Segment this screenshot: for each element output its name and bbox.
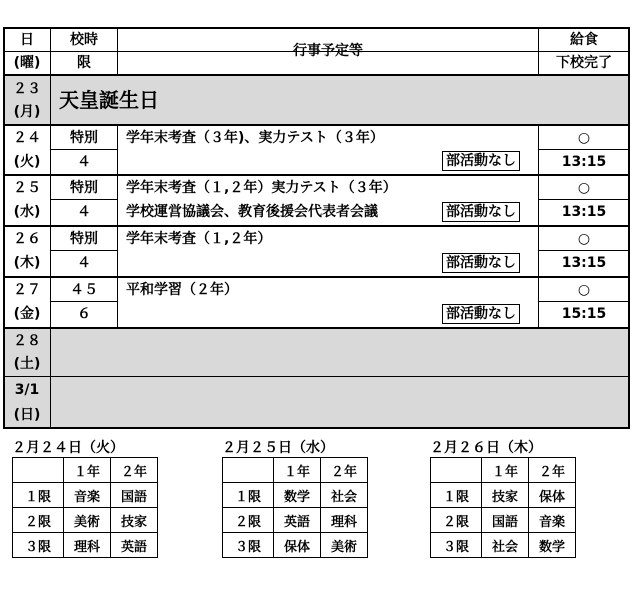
subject-cell: 社会 bbox=[321, 483, 368, 508]
subject-cell: 美術 bbox=[321, 533, 368, 558]
header-period-bottom: 限 bbox=[77, 55, 91, 71]
club-badge-27: 部活動なし bbox=[442, 304, 520, 324]
period-label: ３限 bbox=[223, 533, 274, 558]
grade2-header: ２年 bbox=[321, 458, 368, 483]
weekday-23: (月) bbox=[13, 103, 41, 120]
date-23: ２３ bbox=[13, 80, 41, 97]
grade1-header: １年 bbox=[64, 458, 111, 483]
period-label: １限 bbox=[223, 483, 274, 508]
date-25: ２５ bbox=[13, 179, 41, 196]
header-lunch: 給食 bbox=[570, 31, 598, 48]
dismissal-26: 13:15 bbox=[561, 255, 607, 271]
subject-cell: 技家 bbox=[111, 508, 158, 533]
weekday-24: (火) bbox=[13, 153, 41, 170]
period-label: ２限 bbox=[431, 508, 482, 533]
row-line-28 bbox=[3, 376, 629, 377]
subject-cell: 理科 bbox=[64, 533, 111, 558]
grade1-header: １年 bbox=[482, 458, 529, 483]
period-table-24 bbox=[12, 457, 158, 558]
subject-cell: 国語 bbox=[111, 483, 158, 508]
grade2-header: ２年 bbox=[111, 458, 158, 483]
subject-cell: 英語 bbox=[274, 508, 321, 533]
date-27: ２７ bbox=[13, 281, 41, 298]
date-26: ２６ bbox=[13, 230, 41, 247]
event2-25: 学校運営協議会、教育後援会代表者会議 bbox=[126, 204, 378, 220]
period-bottom-26: ４ bbox=[77, 255, 91, 271]
subject-cell: 保体 bbox=[529, 483, 576, 508]
subject-cell: 英語 bbox=[111, 533, 158, 558]
schedule-title-26: ２月２６日（木） bbox=[430, 440, 542, 456]
row-line-27 bbox=[3, 327, 629, 329]
period-bottom-24: ４ bbox=[77, 153, 91, 170]
period-label: ３限 bbox=[13, 533, 64, 558]
event1-27: 平和学習（２年） bbox=[126, 281, 238, 298]
weekday-27: (金) bbox=[13, 306, 41, 322]
weekday-25: (水) bbox=[13, 204, 41, 220]
event1-24: 学年末考査（３年)、実力テスト（３年） bbox=[126, 129, 384, 146]
header-period-top: 校時 bbox=[70, 31, 98, 48]
lunch-24: ○ bbox=[577, 129, 591, 146]
weekday-0301: (日) bbox=[13, 407, 41, 423]
club-badge-25: 部活動なし bbox=[442, 202, 520, 222]
grade1-header: １年 bbox=[274, 458, 321, 483]
corner-cell bbox=[13, 458, 64, 483]
date-24: ２４ bbox=[13, 129, 41, 146]
header-bottom-line bbox=[3, 74, 629, 76]
dismissal-24: 13:15 bbox=[561, 153, 607, 170]
schedule-title-24: ２月２４日（火） bbox=[12, 440, 124, 456]
lunch-27: ○ bbox=[577, 281, 591, 298]
period-top-24: 特別 bbox=[70, 129, 98, 146]
subject-cell: 理科 bbox=[321, 508, 368, 533]
event1-26: 学年末考査（１,２年） bbox=[126, 230, 272, 247]
header-dismissal: 下校完了 bbox=[556, 55, 612, 71]
holiday-label: 天皇誕生日 bbox=[59, 88, 159, 112]
schedule-title-25: ２月２５日（水） bbox=[222, 440, 334, 456]
subject-cell: 数学 bbox=[529, 533, 576, 558]
header-weekday: (曜) bbox=[13, 55, 41, 71]
date-28: ２８ bbox=[13, 333, 41, 349]
weekday-26: (木) bbox=[13, 255, 41, 271]
subject-cell: 音楽 bbox=[529, 508, 576, 533]
period-top-25: 特別 bbox=[70, 179, 98, 196]
subject-cell: 国語 bbox=[482, 508, 529, 533]
header-events: 行事予定等 bbox=[293, 43, 363, 59]
corner-cell bbox=[223, 458, 274, 483]
event1-25: 学年末考査（１,２年）実力テスト（３年） bbox=[126, 179, 397, 196]
weekday-28: (土) bbox=[13, 356, 41, 372]
period-label: ２限 bbox=[223, 508, 274, 533]
period-top-26: 特別 bbox=[70, 230, 98, 247]
period-table-26 bbox=[430, 457, 576, 558]
club-badge-24: 部活動なし bbox=[442, 151, 520, 171]
lunch-25: ○ bbox=[577, 179, 591, 196]
dismissal-25: 13:15 bbox=[561, 204, 607, 220]
period-label: １限 bbox=[431, 483, 482, 508]
grade2-header: ２年 bbox=[529, 458, 576, 483]
date-0301: 3/1 bbox=[14, 382, 40, 398]
period-label: ３限 bbox=[431, 533, 482, 558]
period-bottom-25: ４ bbox=[77, 204, 91, 220]
period-label: ２限 bbox=[13, 508, 64, 533]
period-table-25 bbox=[222, 457, 368, 558]
subject-cell: 技家 bbox=[482, 483, 529, 508]
period-top-27: ４５ bbox=[70, 281, 98, 298]
period-label: １限 bbox=[13, 483, 64, 508]
dismissal-27: 15:15 bbox=[561, 306, 607, 322]
lunch-26: ○ bbox=[577, 230, 591, 247]
subject-cell: 美術 bbox=[64, 508, 111, 533]
subject-cell: 数学 bbox=[274, 483, 321, 508]
subject-cell: 音楽 bbox=[64, 483, 111, 508]
subject-cell: 保体 bbox=[274, 533, 321, 558]
corner-cell bbox=[431, 458, 482, 483]
header-day: 日 bbox=[20, 31, 34, 48]
period-bottom-27: ６ bbox=[77, 306, 91, 322]
club-badge-26: 部活動なし bbox=[442, 253, 520, 273]
subject-cell: 社会 bbox=[482, 533, 529, 558]
